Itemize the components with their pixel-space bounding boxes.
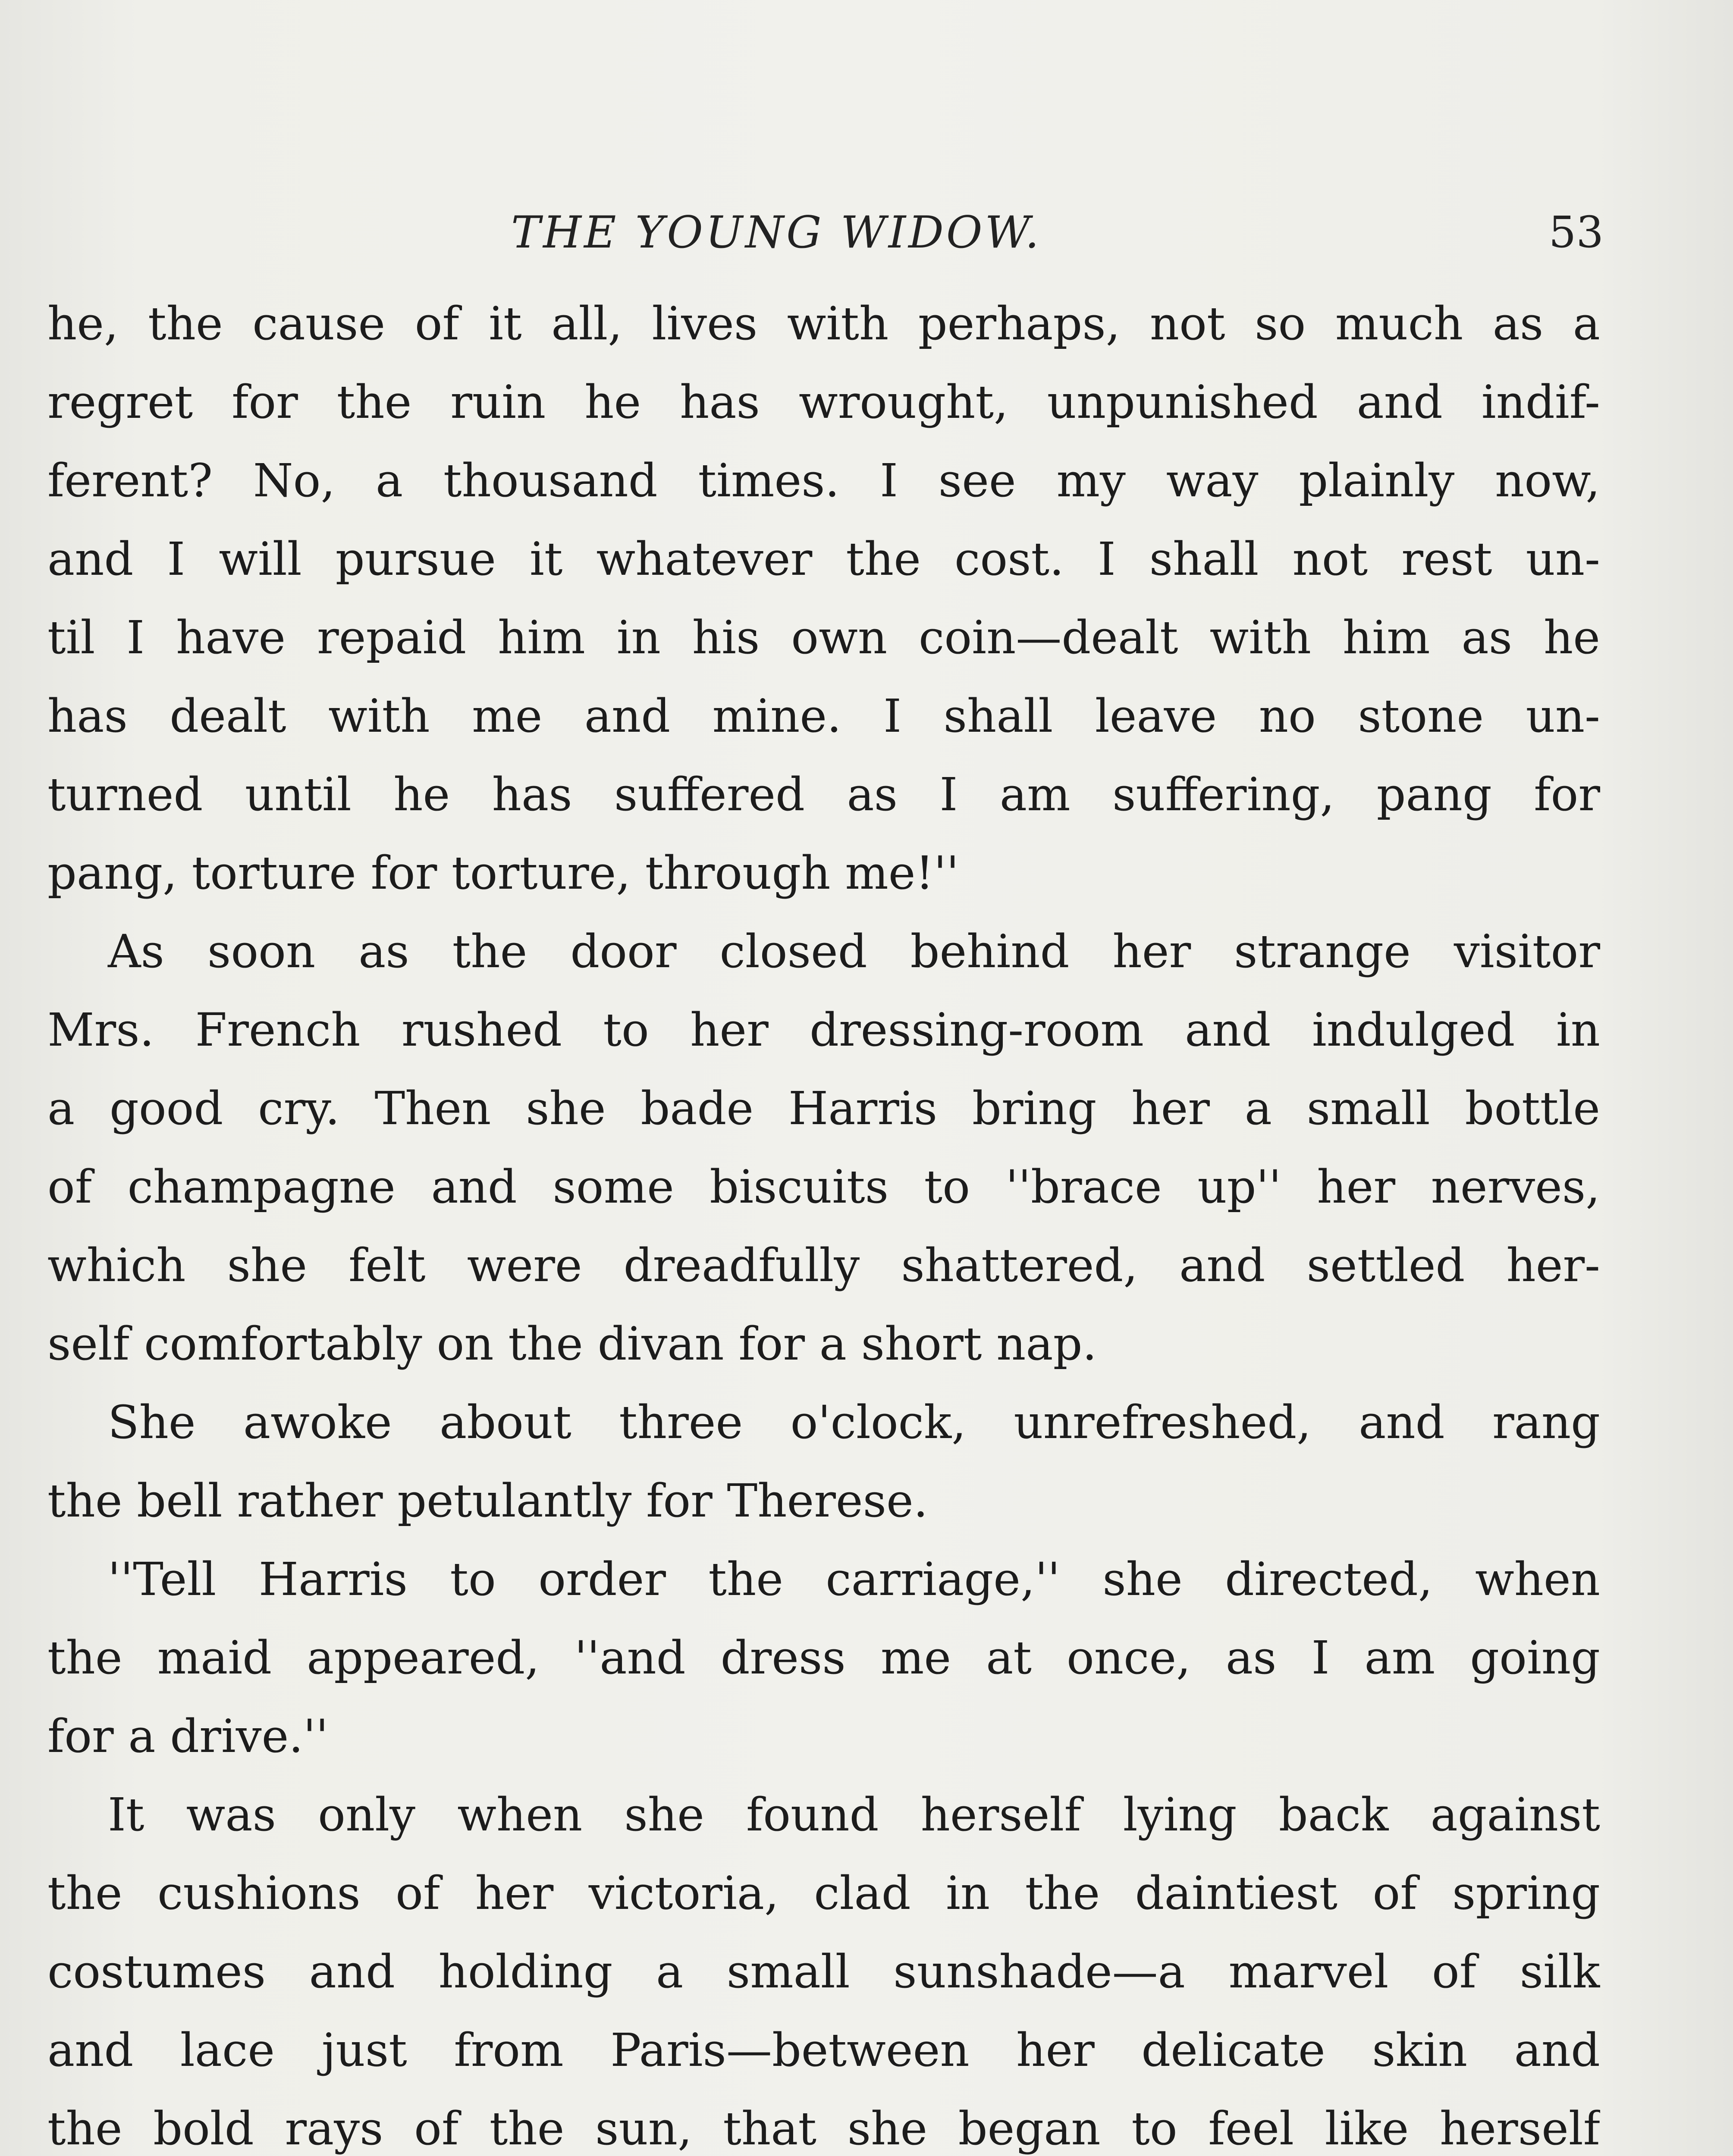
text-line: turned until he has suffered as I am suffering, pang for (47, 768, 1600, 821)
text-line: the bold rays of the sun, that she began to feel like herself (47, 2102, 1600, 2155)
page-number: 53 (1548, 207, 1604, 257)
text-line: pang, torture for torture, through me!'' (47, 846, 959, 899)
text-line: and I will pursue it whatever the cost. I shall not rest un- (47, 533, 1600, 586)
paragraph-start-line: As soon as the door closed behind her strange visitor (108, 925, 1600, 978)
text-line: ferent? No, a thousand times. I see my way plainly now, (47, 454, 1600, 507)
paragraph-start-line: She awoke about three o'clock, unrefreshed, and rang (108, 1396, 1600, 1449)
text-line: for a drive.'' (47, 1710, 329, 1763)
text-line: he, the cause of it all, lives with perhaps, not so much as a (47, 297, 1600, 350)
text-line: self comfortably on the divan for a short nap. (47, 1317, 1097, 1370)
text-line: a good cry. Then she bade Harris bring her a small bottle (47, 1082, 1600, 1135)
text-line: Mrs. French rushed to her dressing-room and indulged in (47, 1003, 1600, 1056)
text-line: costumes and holding a small sunshade—a marvel of silk (47, 1945, 1600, 1998)
body-text (47, 285, 1600, 2156)
text-line: which she felt were dreadfully shattered, and settled her- (47, 1239, 1600, 1292)
text-line: the cushions of her victoria, clad in the daintiest of spring (47, 1867, 1600, 1920)
page-header (0, 207, 1733, 267)
paragraph-start-line: It was only when she found herself lying back against (108, 1788, 1600, 1841)
running-title: THE YOUNG WIDOW. (511, 207, 1042, 258)
text-line: of champagne and some biscuits to ''brace up'' her nerves, (47, 1160, 1600, 1213)
text-line: and lace just from Paris—between her delicate skin and (47, 2024, 1600, 2077)
text-line: has dealt with me and mine. I shall leave no stone un- (47, 689, 1600, 743)
text-line: regret for the ruin he has wrought, unpunished and indif- (47, 376, 1600, 429)
text-line: the maid appeared, ''and dress me at once, as I am going (47, 1631, 1600, 1684)
paragraph-start-line: ''Tell Harris to order the carriage,'' she directed, when (108, 1553, 1600, 1606)
text-line: the bell rather petulantly for Therese. (47, 1474, 928, 1527)
text-line: til I have repaid him in his own coin—dealt with him as he (47, 611, 1600, 664)
